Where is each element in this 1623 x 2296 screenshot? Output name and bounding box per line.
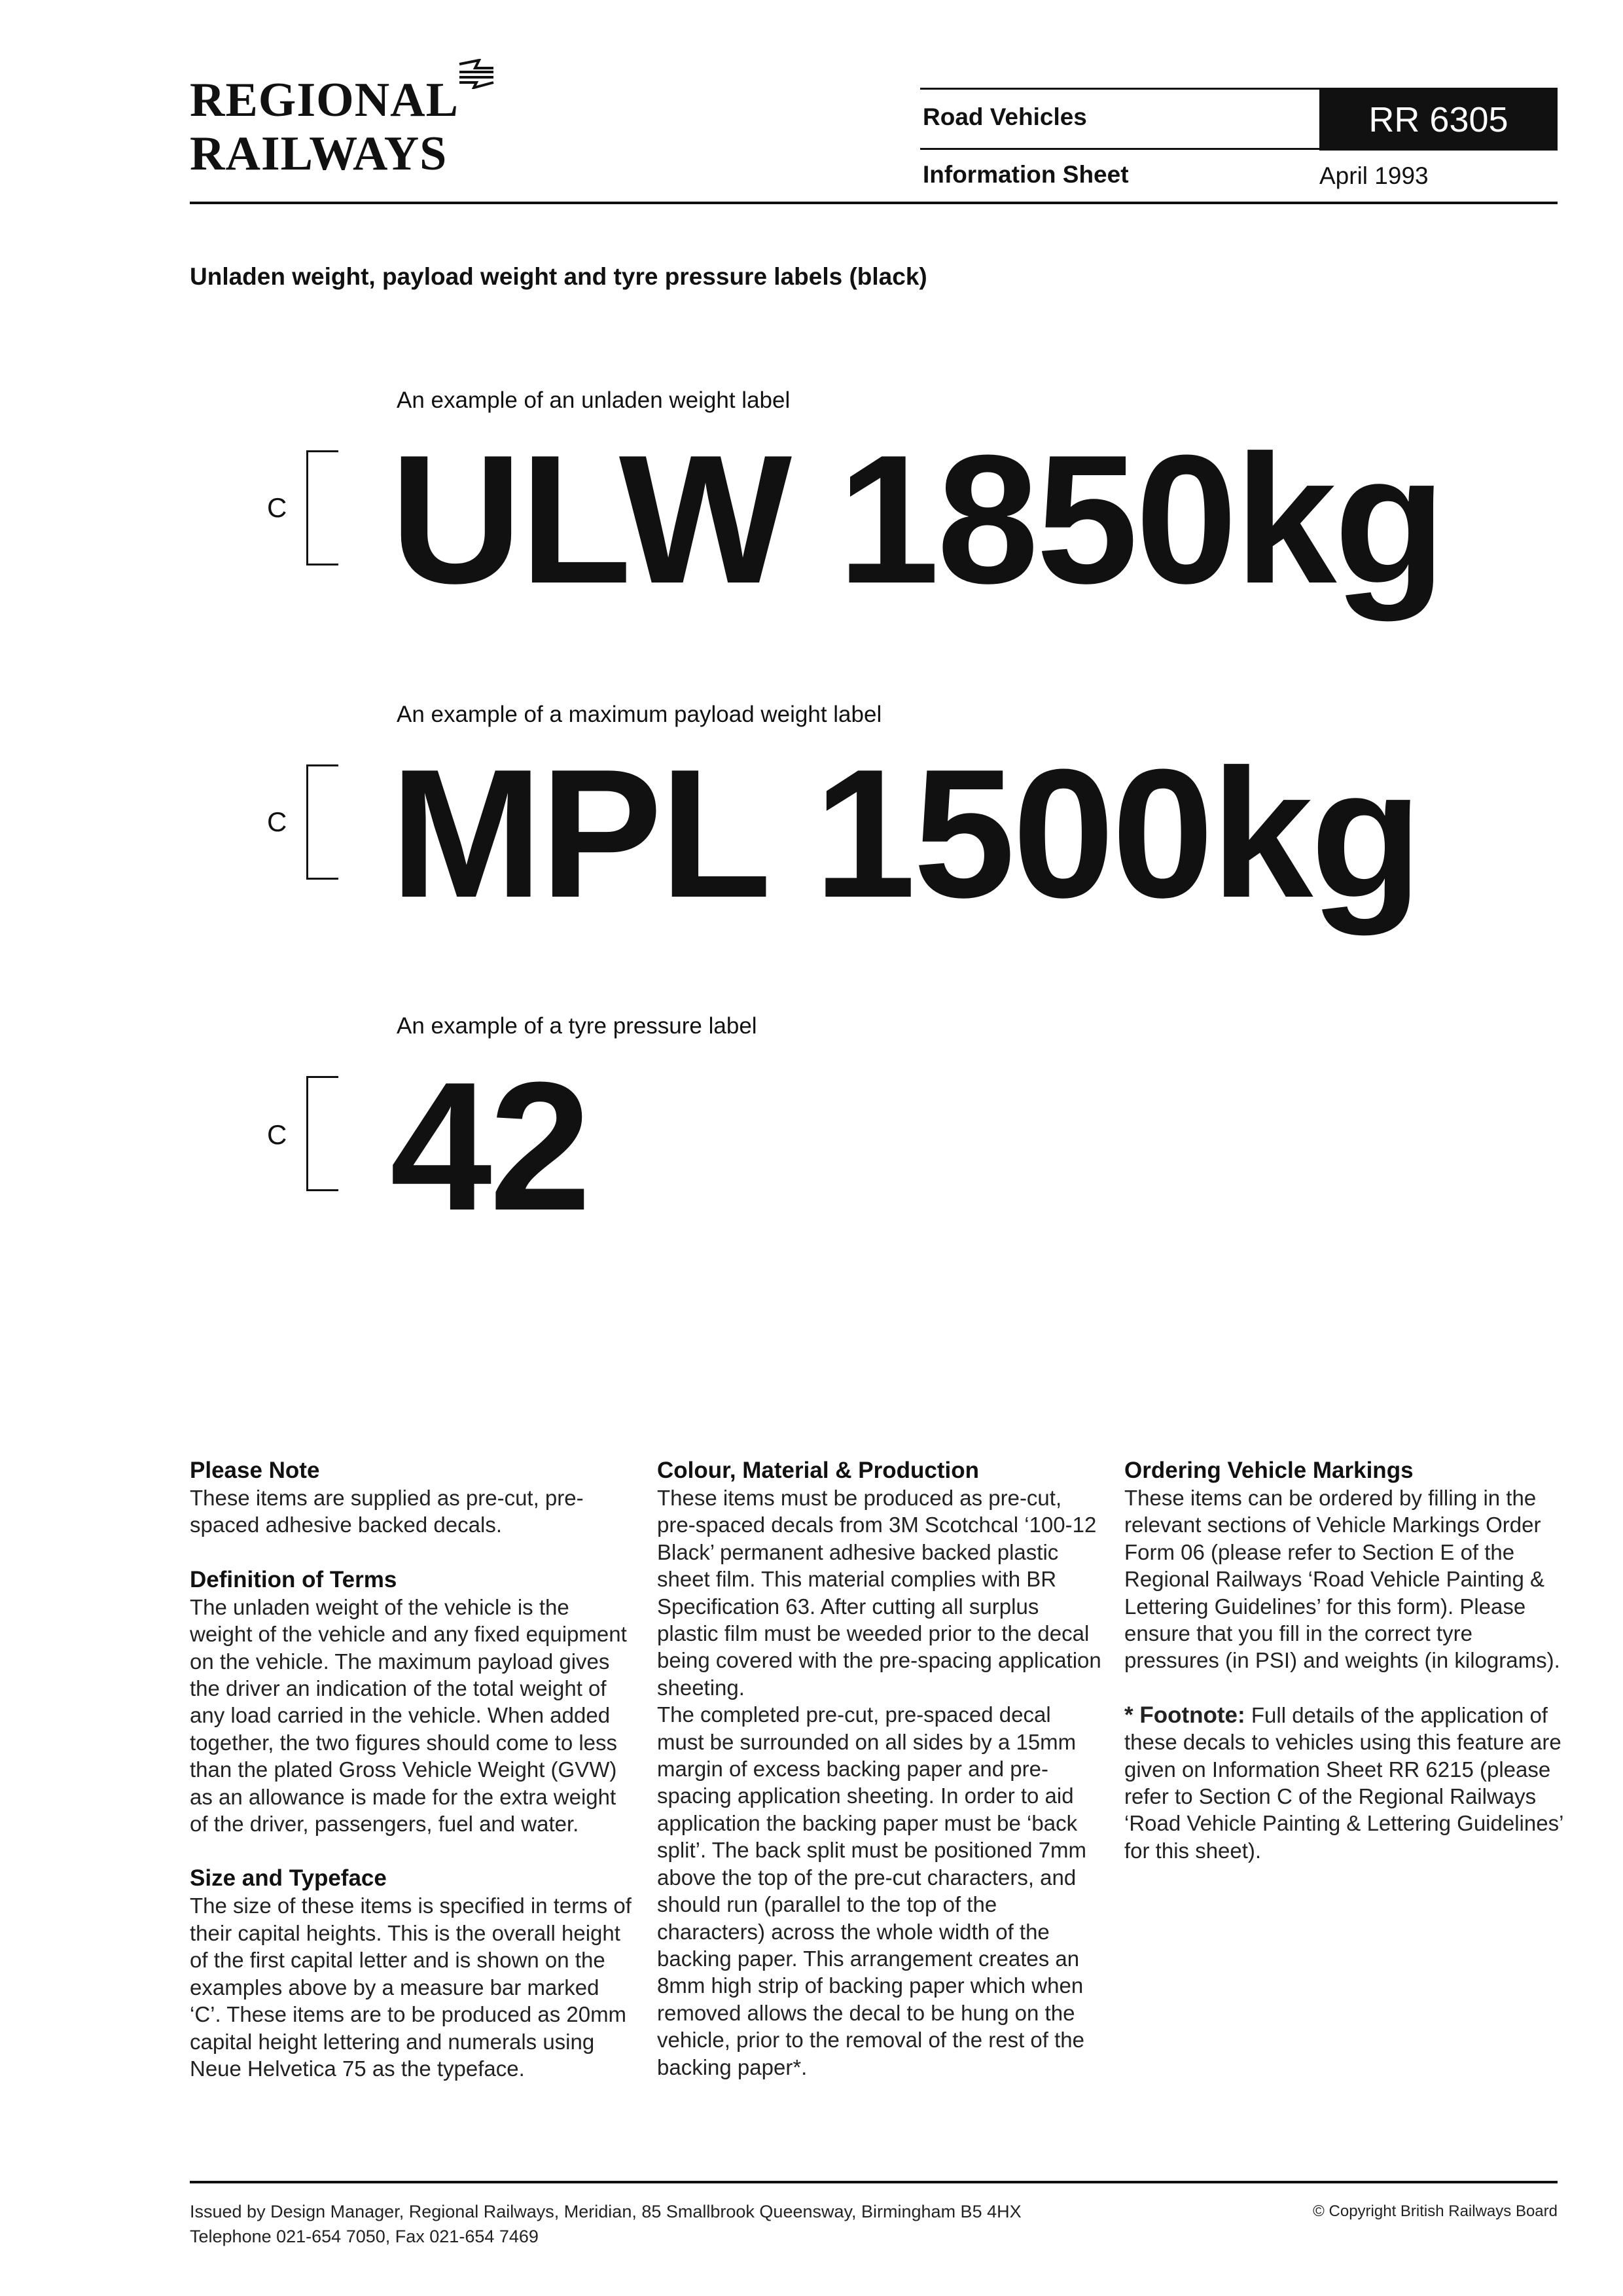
column-ordering: [1124, 1457, 1569, 1864]
issued-by: Issued by Design Manager, Regional Railways, Meridian, 85 Smallbrook Queensway, Birmingham B5 4HX: [190, 2202, 1022, 2221]
example-caption-ulw: An example of an unladen weight label: [397, 387, 791, 413]
header-bottom-rule: [190, 202, 1558, 204]
sheet-type-label: Information Sheet: [923, 161, 1129, 188]
tyre-pressure-label-example: 42: [390, 1045, 589, 1249]
measure-bar-label: C: [267, 806, 287, 837]
logo-line-2: RAILWAYS: [190, 127, 448, 181]
footer-rule: [190, 2181, 1558, 2183]
page-title: Unladen weight, payload weight and tyre pressure labels (black): [190, 263, 927, 290]
section-body: The completed pre-cut, pre-spaced decal must be surrounded on all sides by a 15mm margin of excess backing paper and pre-spacing application sheeting. In order to aid application the backing paper must be ‘back split’. The back split must be positioned 7mm above the top of the pre-cut characters, and should run (parallel to the top of the characters) across the whole width of the backing paper. This arrangement creates an 8mm high strip of backing paper which when removed allows the decal to be hung on the vehicle, prior to the removal of the rest of the backing paper*.: [657, 1702, 1087, 2079]
measure-bar: [306, 764, 338, 880]
section-heading: Ordering Vehicle Markings: [1124, 1458, 1414, 1483]
section-body: The unladen weight of the vehicle is the weight of the vehicle and any fixed equipment on the vehicle. The maximum payload gives the driver an indication of the total weight of any load carried in the vehicle. When added together, the two figures should come to less than the plated Gross Vehicle Weight (GVW) as an allowance is made for the extra weight of the driver, passengers, fuel and water.: [190, 1594, 627, 1837]
section-heading: Please Note: [190, 1458, 320, 1483]
section-body: These items must be produced as pre-cut, pre-spaced decals from 3M Scotchcal ‘100-12 Black’ permanent adhesive backed plastic sheet film. This material complies with BR Specification 63. After cutting all surplus plastic film must be weeded prior to the decal being covered with the pre-spacing application sheeting.: [657, 1486, 1101, 1700]
column-colour-material: [657, 1457, 1102, 2081]
column-please-note: [190, 1457, 635, 2082]
example-caption-mpl: An example of a maximum payload weight label: [397, 702, 882, 727]
british-rail-double-arrow-icon: [457, 59, 496, 89]
section-heading: Colour, Material & Production: [657, 1458, 979, 1483]
logo-line-1: REGIONAL: [190, 73, 459, 127]
copyright: © Copyright British Railways Board: [1313, 2202, 1558, 2220]
section-body: These items are supplied as pre-cut, pre-spaced adhesive backed decals.: [190, 1486, 584, 1537]
mpl-label-example: MPL 1500kg: [390, 732, 1420, 936]
section-body: The size of these items is specified in terms of their capital heights. This is the overall height of the first capital letter and is shown on the examples above by a measure bar marked ‘C’. These items are to be produced as 20mm capital height lettering and numerals using Neue Helvetica 75 as the typeface.: [190, 1893, 632, 2081]
section-body: These items can be ordered by filling in the relevant sections of Vehicle Markings Order Form 06 (please refer to Section E of the Regional Railways ‘Road Vehicle Painting & Lettering Guidelines’ for this form). Please ensure that you fill in the correct tyre pressures (in PSI) and weights (in kilograms).: [1124, 1486, 1560, 1673]
measure-bar: [306, 1076, 338, 1191]
measure-bar-label: C: [267, 1119, 287, 1150]
measure-bar: [306, 450, 338, 565]
regional-railways-logo: [190, 73, 459, 181]
section-heading: Definition of Terms: [190, 1566, 397, 1592]
issue-date: April 1993: [1319, 162, 1429, 189]
measure-bar-label: C: [267, 492, 287, 523]
header-mid-rule: [920, 148, 1558, 150]
ulw-label-example: ULW 1850kg: [390, 418, 1444, 622]
footnote: [1124, 1702, 1569, 1864]
footnote-label: * Footnote:: [1124, 1702, 1245, 1728]
reference-badge: RR 6305: [1319, 89, 1558, 151]
category-label: Road Vehicles: [923, 103, 1087, 130]
footnote-body: Full details of the application of these decals to vehicles using this feature are given on Information Sheet RR 6215 (please refer to Section C of the Regional Railways ‘Road Vehicle Painting & Lettering Guidelines’ for this sheet).: [1124, 1702, 1563, 1863]
example-caption-tyre: An example of a tyre pressure label: [397, 1013, 757, 1039]
section-heading: Size and Typeface: [190, 1865, 387, 1892]
telephone: Telephone 021-654 7050, Fax 021-654 7469: [190, 2227, 539, 2246]
footer-address: [190, 2199, 1022, 2249]
